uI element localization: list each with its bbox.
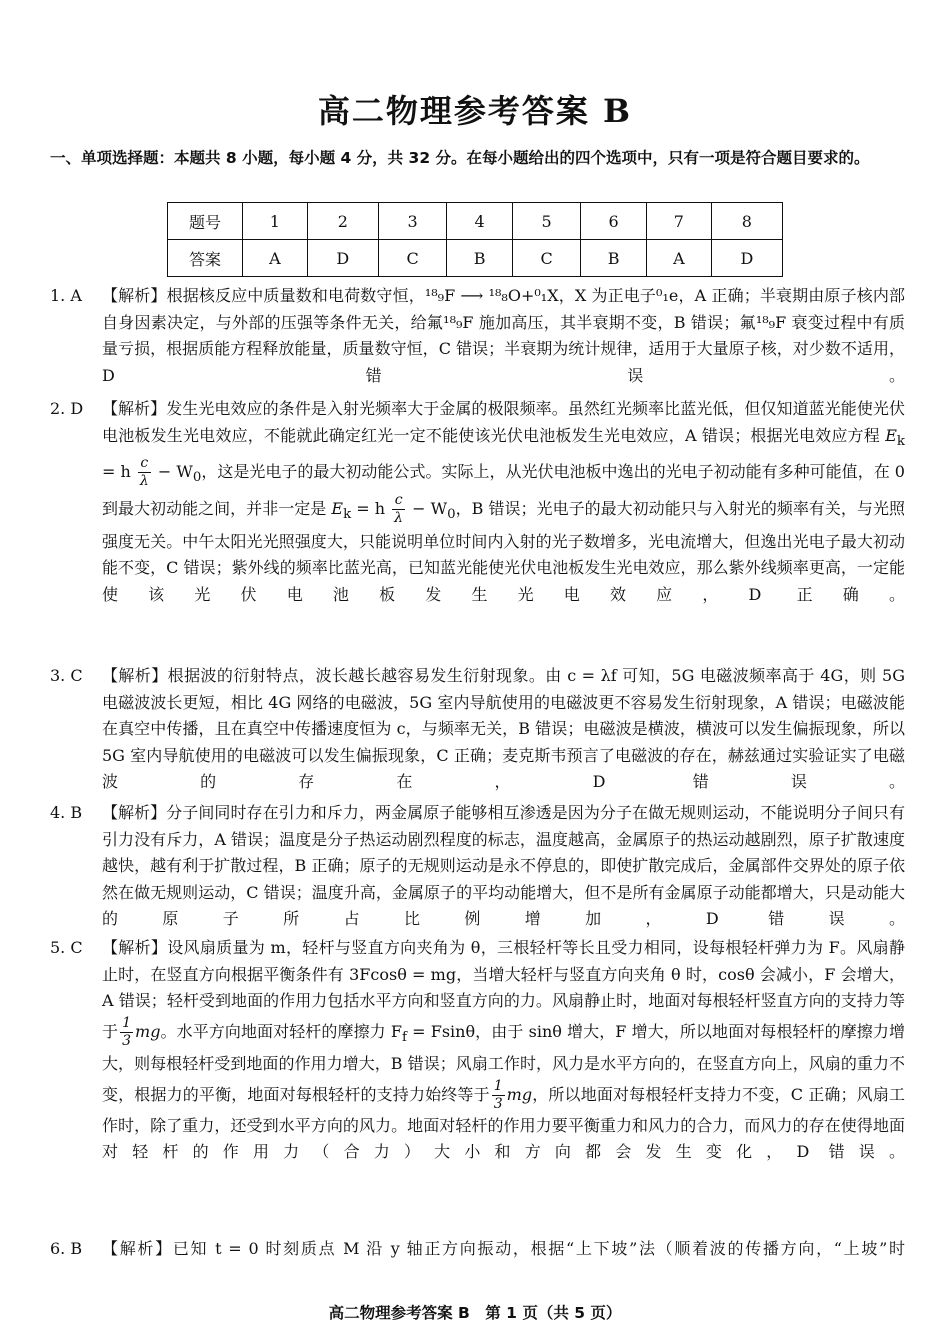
row-label-answer: 答案: [168, 240, 243, 277]
formula-text: = h: [351, 498, 391, 518]
text-run: ，B 错误；光电子的最大初动能只与入射光的频率有关，与光照强度无关。中午太阳光光照强度大，只能说明单位时间内入射的光子数增多，光电流增大，但逸出光电子最大初动能不变，C 错误；紫外线的频率比蓝光高，已知蓝光能使光伏电池板发生光电效应，那么紫外线频率更高，一定能使该光伏电池板发生光电效应，D 正确。: [102, 498, 905, 604]
explanation-q6: [50, 1236, 905, 1289]
fraction-denominator: λ: [139, 473, 149, 490]
formula-symbol: E: [885, 425, 897, 445]
table-cell: 8: [711, 203, 782, 240]
answer-table: [167, 202, 783, 277]
question-number: 2. D: [50, 399, 84, 418]
fraction: [492, 1078, 505, 1113]
fraction: [392, 492, 405, 527]
table-cell: B: [447, 240, 513, 277]
table-cell: 4: [447, 203, 513, 240]
text-run: 【解析】发生光电效应的条件是入射光频率大于金属的极限频率。虽然红光频率比蓝光低，但仅知道蓝光能使光伏电池板发生光电效应，不能就此确定红光一定不能使该光伏电池板发生光电效应，A 错误；根据光电效应方程: [102, 399, 905, 445]
section-heading: 一、单项选择题：本题共 8 小题，每小题 4 分，共 32 分。在每小题给出的四个选项中，只有一项是符合题目要求的。: [50, 149, 870, 167]
explanation-q3: [50, 663, 905, 822]
formula-subscript: f: [402, 1029, 407, 1045]
formula-text: − W: [152, 462, 193, 482]
text-run: ，所以地面对每根轻杆支持力不变，C 正确；风扇工作时，除了重力，还受到水平方向的风力。地面对轻杆的作用力要平衡重力和风力的合力，而风力的存在使得地面对轻杆的作用力（合力）大小和方向都会发生变化，D 错误。: [102, 1084, 905, 1162]
explanation-text: 【解析】分子间同时存在引力和斥力，两金属原子能够相互渗透是因为分子在做无规则运动，不能说明分子间只有引力没有斥力，A 错误；温度是分子热运动剧烈程度的标志，温度越高，金属原子的热运动越剧烈，原子扩散速度越快，越有利于扩散过程，B 正确；原子的无规则运动是永不停息的，即使扩散完成后，金属部件交界处的原子依然在做无规则运动，C 错误；温度升高，金属原子的平均动能增大，但不是所有金属原子动能都增大，只是动能大的原子所占比例增加，D 错误。: [102, 803, 905, 928]
question-number: 4. B: [50, 803, 83, 822]
page-footer: 高二物理参考答案 B 第 1 页（共 5 页）: [328, 1304, 622, 1322]
table-cell: D: [307, 240, 378, 277]
fraction-numerator: c: [138, 455, 151, 473]
fraction-denominator: 3: [122, 1032, 132, 1049]
table-cell: 7: [646, 203, 711, 240]
text-run: = Fsinθ，由于 sinθ 增大，F 增大，所以地面对每根轻杆的摩擦力增大，则每根轻杆受到地面的作用力增大，B 错误；风扇工作时，风力是水平方向的，在竖直方向上，风扇的重力不变，根据力的平衡，地面对每根轻杆的支持力始终等于: [102, 1021, 905, 1104]
question-number: 3. C: [50, 666, 83, 685]
page-title: 高二物理参考答案 B: [317, 92, 633, 130]
formula-text: − W: [407, 498, 448, 518]
table-cell: B: [581, 240, 647, 277]
fraction: [138, 455, 151, 490]
table-cell: C: [378, 240, 446, 277]
fraction-numerator: 1: [493, 1077, 503, 1094]
explanation-text: 【解析】已知 t = 0 时刻质点 M 沿 y 轴正方向振动，根据“上下坡”法（顺着波的传播方向，“上坡”时: [102, 1239, 905, 1258]
formula-subscript: 0: [447, 507, 456, 523]
question-number: 1. A: [50, 286, 82, 305]
table-cell: 3: [378, 203, 446, 240]
row-label-number: 题号: [168, 203, 243, 240]
formula-subscript: 0: [192, 470, 202, 486]
question-number: 6. B: [50, 1239, 83, 1258]
formula-subscript: k: [896, 433, 905, 449]
fraction-denominator: λ: [394, 509, 404, 526]
table-cell: 2: [307, 203, 378, 240]
fraction-denominator: 3: [493, 1095, 503, 1112]
formula-symbol: E: [331, 498, 344, 518]
explanation-text: [102, 935, 905, 1192]
table-cell: 5: [512, 203, 580, 240]
formula-subscript: k: [343, 507, 352, 523]
formula-symbol: mg: [135, 1021, 161, 1041]
explanation-text: 【解析】根据波的衍射特点，波长越长越容易发生衍射现象。由 c = λf 可知，5G 电磁波频率高于 4G，则 5G 电磁波波长更短，相比 4G 网络的电磁波，5G 室内导航使用的电磁波更不容易发生衍射现象，A 错误；电磁波能在真空中传播，且在真空中传播速度恒为 c，与频率无关，B 错误；电磁波是横波，横波可以发生偏振现象，所以 5G 室内导航使用的电磁波可以发生偏振现象，C 正确；麦克斯韦预言了电磁波的存在，赫兹通过实验证实了电磁波的存在，D 错误。: [102, 666, 905, 791]
table-cell: A: [243, 240, 308, 277]
question-number-row: [168, 203, 783, 240]
table-cell: 6: [581, 203, 647, 240]
text-run: ，这是光电子的最大初动能公式。实际上，从光伏电池板中逸出的光电子初动能有多种可能值，在 0 到最大初动能之间，并非一定是: [102, 462, 905, 518]
table-cell: C: [512, 240, 580, 277]
fraction: [120, 1015, 133, 1050]
table-cell: A: [646, 240, 711, 277]
explanation-text: [102, 396, 905, 635]
formula-symbol: mg: [506, 1084, 533, 1104]
formula-text: = h: [102, 462, 136, 482]
text-run: 【解析】设风扇质量为 m，轻杆与竖直方向夹角为 θ，三根轻杆等长且受力相同，设每根轻杆弹力为 F。风扇静止时，在竖直方向根据平衡条件有 3Fcosθ = mg，当增大轻杆与竖直方向夹角 θ 时，cosθ 会减小，F 会增大，A 错误；轻杆受到地面的作用力包括水平方向和竖直方向的力。风扇静止时，地面对每根轻杆竖直方向的支持力等于: [102, 938, 905, 1041]
explanation-q2: [50, 396, 905, 635]
explanation-q5: [50, 935, 905, 1192]
explanation-text: 【解析】根据核反应中质量数和电荷数守恒，¹⁸₉F ⟶ ¹⁸₈O+⁰₁X，X 为正电子⁰₁e，A 正确；半衰期由原子核内部自身因素决定，与外部的压强等条件无关，给氟¹⁸₉F 施加高压，其半衰期不变，B 错误；氟¹⁸₉F 衰变过程中有质量亏损，根据质能方程释放能量，质量数守恒，C 错误；半衰期为统计规律，适用于大量原子核，对少数不适用，D 错误。: [102, 286, 905, 385]
fraction-numerator: c: [392, 492, 405, 510]
table-cell: 1: [243, 203, 308, 240]
answer-row: [168, 240, 783, 277]
text-run: 。水平方向地面对轻杆的摩擦力 F: [160, 1021, 403, 1041]
question-number: 5. C: [50, 938, 83, 957]
fraction-numerator: 1: [122, 1014, 132, 1031]
table-cell: D: [711, 240, 782, 277]
